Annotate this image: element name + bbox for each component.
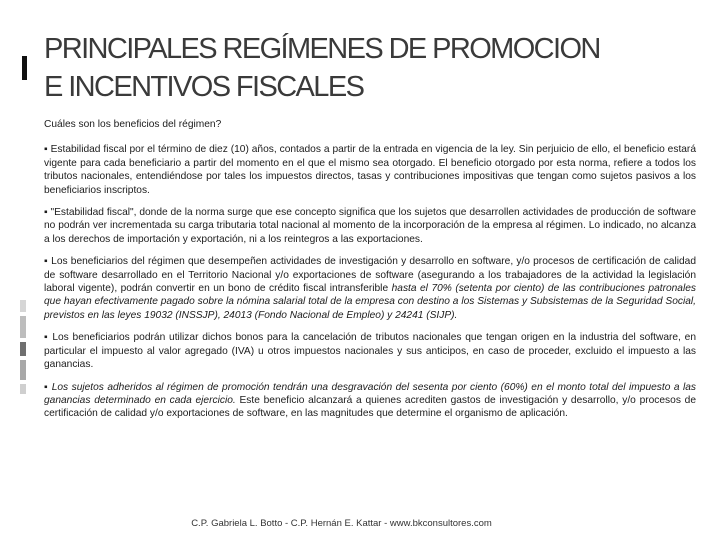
title-line-1: PRINCIPALES REGÍMENES DE PROMOCION — [44, 33, 600, 65]
paragraph-stability: ▪ Estabilidad fiscal por el término de diez (10) años, contados a partir de la entrada en vigencia de la ley. Sin perjuicio de ello, el beneficio estará vigente para cada beneficiario a partir del momento en el que el mismo sea otorgado. El beneficio otorgado por esta norma, refiere a todos los tributos nacionales, entendiéndose por tales los impuestos directos, tasas y contribuciones impositivas que tengan como sujetos pasivos a los beneficiarios inscriptos. — [44, 144, 696, 196]
emphasis-income-tax: Los sujetos adheridos al régimen de promoción tendrán una desgravación del sesenta por ciento (60%) en el monto total del impuesto a las ganancias determinado en cada ejercicio. — [44, 381, 696, 406]
footer-credits: C.P. Gabriela L. Botto - C.P. Hernán E. Kattar - www.bkconsultores.com — [191, 518, 492, 529]
emphasis-contributions: hasta el 70% (setenta por ciento) de las contribuciones patronales que hayan efectivamente pagado sobre la nómina salarial total de la empresa con destino a los Sistemas y Subsistemas de la Seguridad Social, previstos en las leyes 19032 (INSSJP), 24013 (Fondo Nacional de Empleo) y 24241 (SIJP). — [44, 283, 696, 321]
page-title — [44, 30, 694, 106]
title-line-2: E INCENTIVOS FISCALES — [44, 71, 364, 103]
paragraph-income-tax-relief: ▪ Los sujetos adheridos al régimen de promoción tendrán una desgravación del sesenta por ciento (60%) en el monto total del impuesto a las ganancias determinado en cada ejercicio. Este beneficio alcanzará a quienes acrediten gastos de investigación y desarrollo, y/o procesos de certificación de calidad y/o exportaciones de software, en las magnitudes que determine el organismo de aplicación. — [44, 381, 696, 420]
paragraph-fiscal-stability-definition: ▪ "Estabilidad fiscal", donde de la norma surge que ese concepto significa que los sujetos que desarrollen actividades de producción de software no podrán ver incrementada su carga tributaria total nacional al momento de la incorporación de la empresa al régimen. Lo indicado, no alcanza a los derechos de importación y exportación, ni a los reintegros a las exportaciones. — [44, 207, 696, 245]
title-accent-bar — [22, 56, 27, 80]
side-decoration — [20, 300, 26, 398]
paragraph-bond-usage: ▪ Los beneficiarios podrán utilizar dichos bonos para la cancelación de tributos nacionales que tengan origen en la industria del software, en particular el impuesto al valor agregado (IVA) u otros impuestos nacionales y sus anticipos, en caso de proceder, excluido el impuesto a las ganancias. — [44, 332, 696, 371]
question-heading: Cuáles son los beneficios del régimen? — [44, 119, 222, 130]
paragraph-fiscal-credit-bond: ▪ Los beneficiarios del régimen que desempeñen actividades de investigación y desarrollo en software, y/o procesos de certificación de calidad de software desarrollado en el Territorio Nacional y/o exportaciones de software (asegurando a los trabajadores de la actividad la legislación laboral vigente), podrán convertir en un bono de crédito fiscal intransferible hasta el 70% (setenta por ciento) de las contribuciones patronales que hayan efectivamente pagado sobre la nómina salarial total de la empresa con destino a los Sistemas y Subsistemas de la Seguridad Social, previstos en las leyes 19032 (INSSJP), 24013 (Fondo Nacional de Empleo) y 24241 (SIJP). — [44, 256, 696, 321]
body-content — [44, 118, 696, 430]
